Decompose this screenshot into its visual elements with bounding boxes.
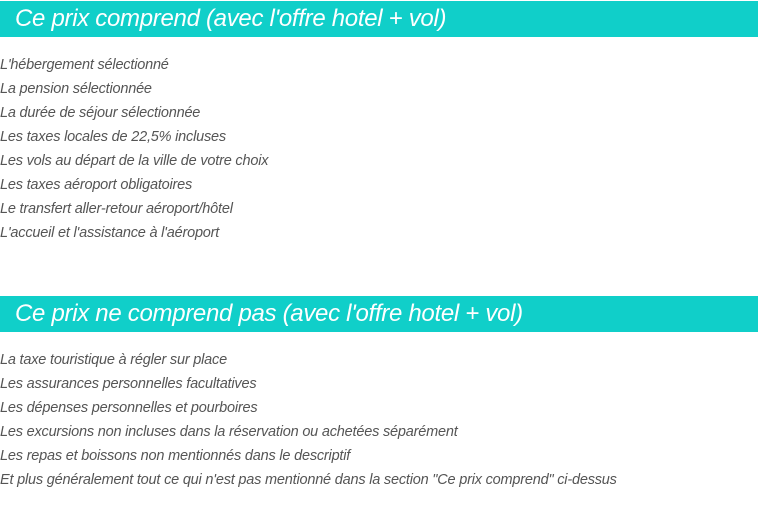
excluded-item: Les assurances personnelles facultatives	[0, 376, 257, 392]
included-item: Le transfert aller-retour aéroport/hôtel	[0, 201, 233, 217]
included-items-list	[0, 53, 268, 245]
included-item: L'accueil et l'assistance à l'aéroport	[0, 225, 220, 241]
excluded-item: Les dépenses personnelles et pourboires	[0, 400, 258, 416]
included-item: Les taxes aéroport obligatoires	[0, 177, 193, 193]
excluded-item: Et plus généralement tout ce qui n'est pas mentionné dans la section "Ce prix comprend" ci-dessus	[0, 472, 617, 488]
included-item: Les taxes locales de 22,5% incluses	[0, 129, 226, 145]
included-item: La durée de séjour sélectionnée	[0, 105, 201, 121]
included-item: La pension sélectionnée	[0, 81, 152, 97]
included-item: Les vols au départ de la ville de votre choix	[0, 153, 269, 169]
excluded-item: Les excursions non incluses dans la réservation ou achetées séparément	[0, 424, 458, 440]
included-section-title: Ce prix comprend (avec l'offre hotel + vol)	[0, 1, 758, 37]
excluded-item: Les repas et boissons non mentionnés dans le descriptif	[0, 448, 351, 464]
included-item: L'hébergement sélectionné	[0, 57, 169, 73]
excluded-items-list	[0, 348, 617, 492]
excluded-item: La taxe touristique à régler sur place	[0, 352, 227, 368]
excluded-section-title: Ce prix ne comprend pas (avec l'offre hotel + vol)	[0, 296, 758, 332]
